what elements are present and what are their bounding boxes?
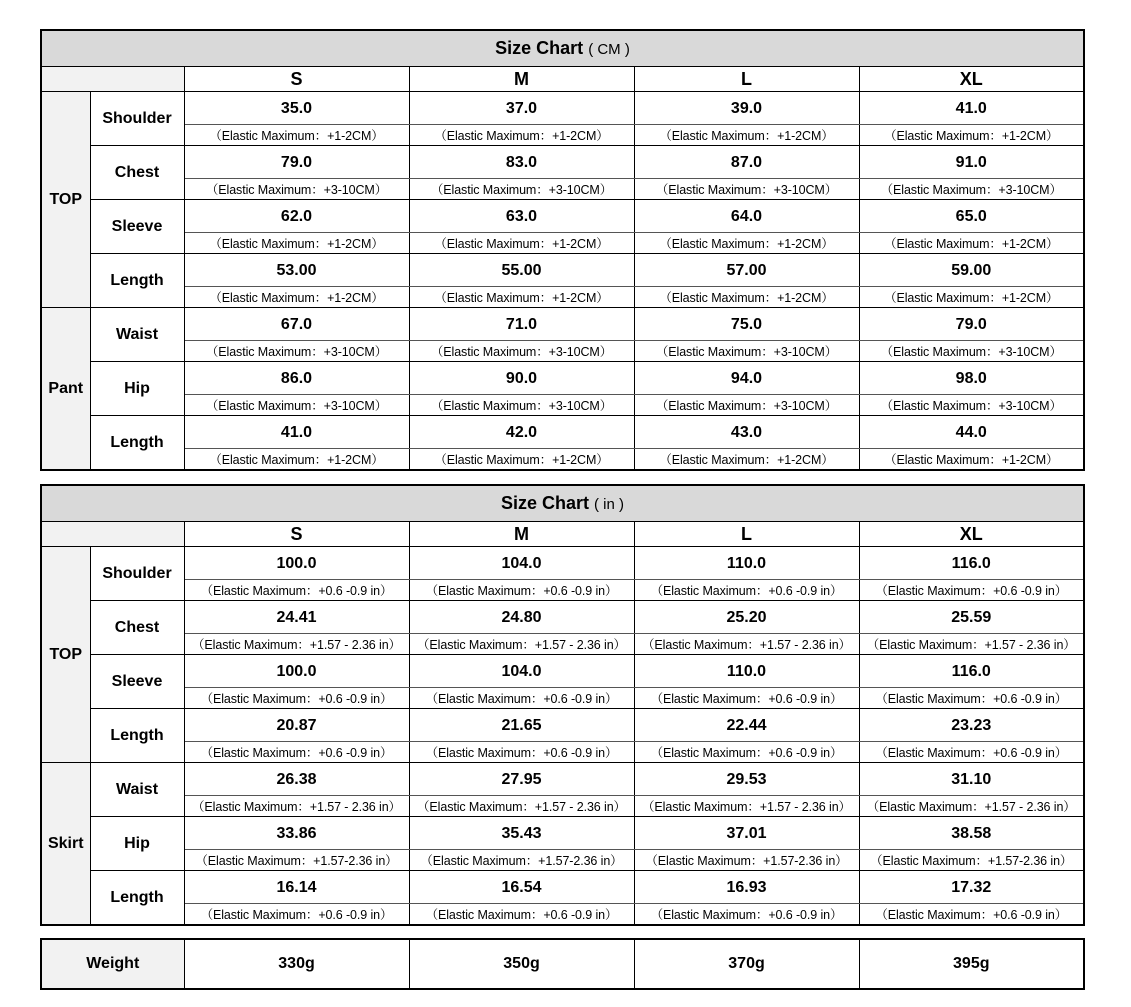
in-measure-value: 110.0 bbox=[634, 655, 859, 688]
weight-row bbox=[41, 939, 1084, 989]
weight-value-l: 370g bbox=[634, 939, 859, 989]
cm-elastic-note: （Elastic Maximum：+1-2CM） bbox=[184, 449, 409, 471]
cm-measure-value: 59.00 bbox=[859, 254, 1084, 287]
cm-measure-value: 91.0 bbox=[859, 146, 1084, 179]
weight-table bbox=[40, 938, 1085, 990]
in-measure-value: 27.95 bbox=[409, 763, 634, 796]
size-chart-cm bbox=[40, 29, 1085, 471]
in-header-blank bbox=[41, 522, 184, 547]
in-measure-label: Length bbox=[90, 871, 184, 926]
in-elastic-note: （Elastic Maximum：+0.6 -0.9 in） bbox=[409, 904, 634, 926]
cm-measure-value: 53.00 bbox=[184, 254, 409, 287]
cm-measure-value: 94.0 bbox=[634, 362, 859, 395]
in-title-row bbox=[41, 485, 1084, 522]
in-elastic-note: （Elastic Maximum：+1.57-2.36 in） bbox=[859, 850, 1084, 871]
in-elastic-note: （Elastic Maximum：+0.6 -0.9 in） bbox=[184, 904, 409, 926]
in-measure-value: 116.0 bbox=[859, 655, 1084, 688]
cm-title: Size Chart bbox=[495, 38, 584, 58]
cm-value-row bbox=[41, 416, 1084, 449]
cm-elastic-note: （Elastic Maximum：+1-2CM） bbox=[634, 125, 859, 146]
cm-measure-value: 43.0 bbox=[634, 416, 859, 449]
cm-elastic-note: （Elastic Maximum：+1-2CM） bbox=[409, 449, 634, 471]
in-measure-label: Length bbox=[90, 709, 184, 763]
cm-elastic-note: （Elastic Maximum：+3-10CM） bbox=[409, 341, 634, 362]
in-value-row bbox=[41, 655, 1084, 688]
in-value-row bbox=[41, 871, 1084, 904]
in-value-row bbox=[41, 709, 1084, 742]
in-elastic-note: （Elastic Maximum：+1.57 - 2.36 in） bbox=[859, 796, 1084, 817]
cm-measure-value: 37.0 bbox=[409, 92, 634, 125]
cm-measure-label: Shoulder bbox=[90, 92, 184, 146]
in-measure-value: 100.0 bbox=[184, 655, 409, 688]
in-measure-label: Chest bbox=[90, 601, 184, 655]
weight-label: Weight bbox=[41, 939, 184, 989]
cm-elastic-note: （Elastic Maximum：+1-2CM） bbox=[859, 233, 1084, 254]
in-elastic-note: （Elastic Maximum：+0.6 -0.9 in） bbox=[409, 688, 634, 709]
cm-value-row bbox=[41, 146, 1084, 179]
in-note-row bbox=[41, 742, 1084, 763]
in-elastic-note: （Elastic Maximum：+0.6 -0.9 in） bbox=[634, 904, 859, 926]
cm-elastic-note: （Elastic Maximum：+3-10CM） bbox=[859, 395, 1084, 416]
cm-measure-value: 57.00 bbox=[634, 254, 859, 287]
in-elastic-note: （Elastic Maximum：+0.6 -0.9 in） bbox=[634, 580, 859, 601]
in-note-row bbox=[41, 796, 1084, 817]
in-measure-value: 22.44 bbox=[634, 709, 859, 742]
in-measure-label: Hip bbox=[90, 817, 184, 871]
in-elastic-note: （Elastic Maximum：+1.57-2.36 in） bbox=[184, 850, 409, 871]
in-measure-value: 104.0 bbox=[409, 547, 634, 580]
cm-elastic-note: （Elastic Maximum：+3-10CM） bbox=[859, 341, 1084, 362]
in-measure-value: 29.53 bbox=[634, 763, 859, 796]
cm-note-row bbox=[41, 341, 1084, 362]
size-chart-in bbox=[40, 484, 1085, 926]
in-elastic-note: （Elastic Maximum：+1.57 - 2.36 in） bbox=[634, 796, 859, 817]
cm-measure-label: Hip bbox=[90, 362, 184, 416]
in-measure-value: 16.54 bbox=[409, 871, 634, 904]
cm-elastic-note: （Elastic Maximum：+1-2CM） bbox=[184, 233, 409, 254]
in-elastic-note: （Elastic Maximum：+0.6 -0.9 in） bbox=[859, 580, 1084, 601]
in-elastic-note: （Elastic Maximum：+1.57-2.36 in） bbox=[634, 850, 859, 871]
cm-note-row bbox=[41, 125, 1084, 146]
in-title-unit: ( in ) bbox=[594, 496, 625, 513]
in-elastic-note: （Elastic Maximum：+1.57 - 2.36 in） bbox=[184, 796, 409, 817]
cm-elastic-note: （Elastic Maximum：+3-10CM） bbox=[859, 179, 1084, 200]
cm-elastic-note: （Elastic Maximum：+3-10CM） bbox=[409, 179, 634, 200]
cm-measure-value: 44.0 bbox=[859, 416, 1084, 449]
cm-elastic-note: （Elastic Maximum：+1-2CM） bbox=[184, 287, 409, 308]
weight-value-m: 350g bbox=[409, 939, 634, 989]
in-measure-value: 37.01 bbox=[634, 817, 859, 850]
cm-size-header: S bbox=[184, 67, 409, 92]
cm-note-row bbox=[41, 449, 1084, 471]
in-measure-label: Waist bbox=[90, 763, 184, 817]
cm-measure-value: 67.0 bbox=[184, 308, 409, 341]
cm-note-row bbox=[41, 395, 1084, 416]
cm-value-row bbox=[41, 92, 1084, 125]
in-measure-value: 31.10 bbox=[859, 763, 1084, 796]
cm-measure-value: 63.0 bbox=[409, 200, 634, 233]
cm-measure-value: 65.0 bbox=[859, 200, 1084, 233]
in-measure-value: 35.43 bbox=[409, 817, 634, 850]
cm-measure-value: 79.0 bbox=[859, 308, 1084, 341]
cm-measure-value: 87.0 bbox=[634, 146, 859, 179]
cm-note-row bbox=[41, 179, 1084, 200]
in-note-row bbox=[41, 634, 1084, 655]
in-title-cell bbox=[41, 485, 1084, 522]
cm-measure-label: Sleeve bbox=[90, 200, 184, 254]
in-measure-value: 25.59 bbox=[859, 601, 1084, 634]
in-measure-value: 110.0 bbox=[634, 547, 859, 580]
in-size-header: L bbox=[634, 522, 859, 547]
cm-measure-label: Chest bbox=[90, 146, 184, 200]
in-note-row bbox=[41, 850, 1084, 871]
cm-elastic-note: （Elastic Maximum：+3-10CM） bbox=[184, 179, 409, 200]
cm-header-blank bbox=[41, 67, 184, 92]
in-group-label: Skirt bbox=[41, 763, 90, 926]
cm-measure-value: 62.0 bbox=[184, 200, 409, 233]
cm-title-row bbox=[41, 30, 1084, 67]
in-measure-value: 104.0 bbox=[409, 655, 634, 688]
in-elastic-note: （Elastic Maximum：+0.6 -0.9 in） bbox=[634, 688, 859, 709]
weight-value-xl: 395g bbox=[859, 939, 1084, 989]
in-measure-value: 100.0 bbox=[184, 547, 409, 580]
cm-size-header: M bbox=[409, 67, 634, 92]
in-elastic-note: （Elastic Maximum：+1.57 - 2.36 in） bbox=[184, 634, 409, 655]
cm-group-label: TOP bbox=[41, 92, 90, 308]
cm-measure-value: 41.0 bbox=[859, 92, 1084, 125]
cm-group-label: Pant bbox=[41, 308, 90, 471]
in-size-header: XL bbox=[859, 522, 1084, 547]
cm-measure-label: Waist bbox=[90, 308, 184, 362]
in-note-row bbox=[41, 688, 1084, 709]
in-measure-value: 116.0 bbox=[859, 547, 1084, 580]
in-measure-value: 20.87 bbox=[184, 709, 409, 742]
cm-measure-value: 98.0 bbox=[859, 362, 1084, 395]
in-elastic-note: （Elastic Maximum：+0.6 -0.9 in） bbox=[634, 742, 859, 763]
cm-elastic-note: （Elastic Maximum：+3-10CM） bbox=[634, 341, 859, 362]
in-elastic-note: （Elastic Maximum：+1.57 - 2.36 in） bbox=[409, 796, 634, 817]
in-elastic-note: （Elastic Maximum：+0.6 -0.9 in） bbox=[859, 688, 1084, 709]
in-elastic-note: （Elastic Maximum：+0.6 -0.9 in） bbox=[184, 580, 409, 601]
cm-size-header: L bbox=[634, 67, 859, 92]
cm-measure-value: 41.0 bbox=[184, 416, 409, 449]
cm-size-header-row bbox=[41, 67, 1084, 92]
in-value-row bbox=[41, 763, 1084, 796]
in-title: Size Chart bbox=[500, 493, 589, 513]
cm-measure-label: Length bbox=[90, 254, 184, 308]
in-measure-value: 26.38 bbox=[184, 763, 409, 796]
cm-elastic-note: （Elastic Maximum：+1-2CM） bbox=[634, 233, 859, 254]
cm-measure-value: 42.0 bbox=[409, 416, 634, 449]
in-value-row bbox=[41, 601, 1084, 634]
cm-value-row bbox=[41, 254, 1084, 287]
cm-elastic-note: （Elastic Maximum：+3-10CM） bbox=[184, 341, 409, 362]
in-size-header: S bbox=[184, 522, 409, 547]
in-note-row bbox=[41, 904, 1084, 926]
in-measure-label: Shoulder bbox=[90, 547, 184, 601]
cm-elastic-note: （Elastic Maximum：+1-2CM） bbox=[409, 287, 634, 308]
cm-elastic-note: （Elastic Maximum：+3-10CM） bbox=[634, 179, 859, 200]
cm-elastic-note: （Elastic Maximum：+1-2CM） bbox=[859, 449, 1084, 471]
cm-measure-value: 79.0 bbox=[184, 146, 409, 179]
in-size-header-row bbox=[41, 522, 1084, 547]
in-measure-value: 21.65 bbox=[409, 709, 634, 742]
cm-measure-value: 39.0 bbox=[634, 92, 859, 125]
in-measure-value: 23.23 bbox=[859, 709, 1084, 742]
cm-measure-value: 83.0 bbox=[409, 146, 634, 179]
cm-title-cell bbox=[41, 30, 1084, 67]
in-value-row bbox=[41, 547, 1084, 580]
cm-measure-value: 75.0 bbox=[634, 308, 859, 341]
cm-value-row bbox=[41, 200, 1084, 233]
cm-measure-value: 35.0 bbox=[184, 92, 409, 125]
in-measure-value: 38.58 bbox=[859, 817, 1084, 850]
in-elastic-note: （Elastic Maximum：+0.6 -0.9 in） bbox=[859, 742, 1084, 763]
cm-measure-value: 90.0 bbox=[409, 362, 634, 395]
in-measure-value: 25.20 bbox=[634, 601, 859, 634]
cm-size-header: XL bbox=[859, 67, 1084, 92]
in-elastic-note: （Elastic Maximum：+1.57 - 2.36 in） bbox=[409, 634, 634, 655]
in-elastic-note: （Elastic Maximum：+0.6 -0.9 in） bbox=[859, 904, 1084, 926]
cm-note-row bbox=[41, 233, 1084, 254]
cm-elastic-note: （Elastic Maximum：+1-2CM） bbox=[859, 287, 1084, 308]
cm-measure-label: Length bbox=[90, 416, 184, 471]
in-measure-value: 33.86 bbox=[184, 817, 409, 850]
in-note-row bbox=[41, 580, 1084, 601]
cm-measure-value: 64.0 bbox=[634, 200, 859, 233]
cm-note-row bbox=[41, 287, 1084, 308]
cm-measure-value: 71.0 bbox=[409, 308, 634, 341]
in-size-header: M bbox=[409, 522, 634, 547]
weight-value-s: 330g bbox=[184, 939, 409, 989]
cm-elastic-note: （Elastic Maximum：+1-2CM） bbox=[859, 125, 1084, 146]
cm-elastic-note: （Elastic Maximum：+1-2CM） bbox=[184, 125, 409, 146]
in-elastic-note: （Elastic Maximum：+1.57-2.36 in） bbox=[409, 850, 634, 871]
in-elastic-note: （Elastic Maximum：+0.6 -0.9 in） bbox=[409, 742, 634, 763]
cm-elastic-note: （Elastic Maximum：+1-2CM） bbox=[634, 449, 859, 471]
in-elastic-note: （Elastic Maximum：+0.6 -0.9 in） bbox=[409, 580, 634, 601]
cm-elastic-note: （Elastic Maximum：+3-10CM） bbox=[634, 395, 859, 416]
in-elastic-note: （Elastic Maximum：+1.57 - 2.36 in） bbox=[634, 634, 859, 655]
in-measure-value: 17.32 bbox=[859, 871, 1084, 904]
in-group-label: TOP bbox=[41, 547, 90, 763]
cm-elastic-note: （Elastic Maximum：+3-10CM） bbox=[184, 395, 409, 416]
in-measure-value: 24.41 bbox=[184, 601, 409, 634]
in-elastic-note: （Elastic Maximum：+1.57 - 2.36 in） bbox=[859, 634, 1084, 655]
cm-elastic-note: （Elastic Maximum：+1-2CM） bbox=[409, 233, 634, 254]
cm-elastic-note: （Elastic Maximum：+1-2CM） bbox=[409, 125, 634, 146]
cm-value-row bbox=[41, 362, 1084, 395]
cm-measure-value: 55.00 bbox=[409, 254, 634, 287]
in-measure-value: 24.80 bbox=[409, 601, 634, 634]
in-measure-label: Sleeve bbox=[90, 655, 184, 709]
cm-elastic-note: （Elastic Maximum：+1-2CM） bbox=[634, 287, 859, 308]
in-elastic-note: （Elastic Maximum：+0.6 -0.9 in） bbox=[184, 742, 409, 763]
in-elastic-note: （Elastic Maximum：+0.6 -0.9 in） bbox=[184, 688, 409, 709]
cm-title-unit: ( CM ) bbox=[588, 41, 630, 58]
cm-elastic-note: （Elastic Maximum：+3-10CM） bbox=[409, 395, 634, 416]
cm-value-row bbox=[41, 308, 1084, 341]
in-measure-value: 16.93 bbox=[634, 871, 859, 904]
cm-measure-value: 86.0 bbox=[184, 362, 409, 395]
in-measure-value: 16.14 bbox=[184, 871, 409, 904]
in-value-row bbox=[41, 817, 1084, 850]
